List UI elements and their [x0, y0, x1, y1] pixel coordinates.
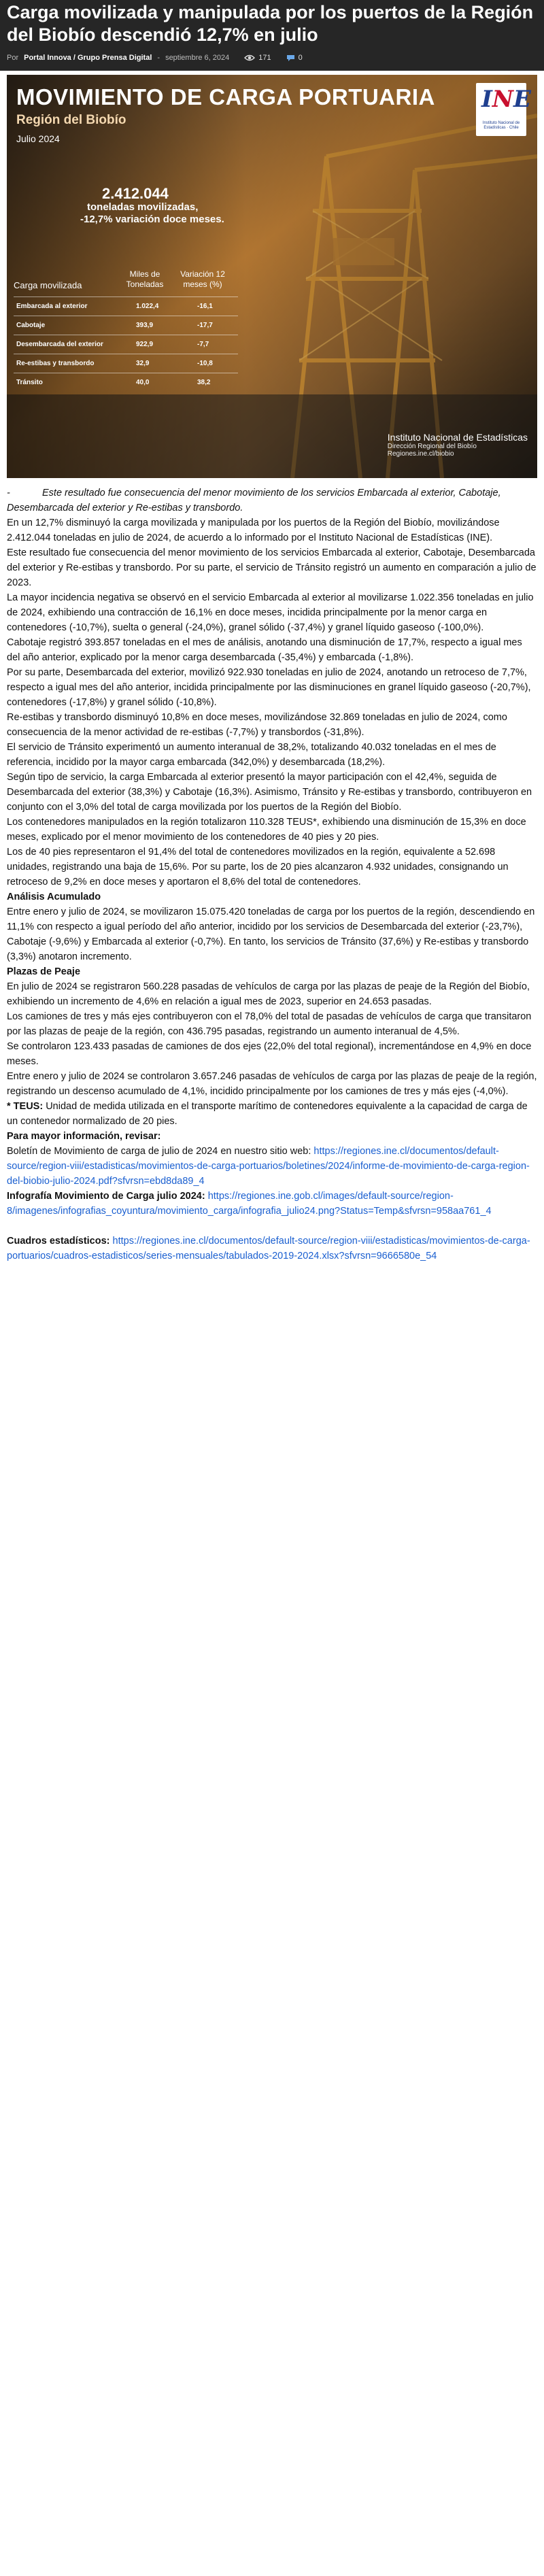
paragraph: La mayor incidencia negativa se observó en el servicio Embarcada al exterior al movilizarse 1.022.356 toneladas en julio de 2024, exhibiendo una contracción de 16,1% en doce meses, incidida principalmente por la menor carga en contenedores (-10,7%), suelta o general (-24,0%), granel sólido (-37,4%) y granel líquido gaseoso (-100,0%). — [7, 592, 534, 633]
table-row — [14, 318, 238, 333]
cuadros-label: Cuadros estadísticos: — [7, 1236, 110, 1247]
eye-icon — [244, 54, 255, 61]
table-header-cargo: Carga movilizada — [14, 280, 82, 290]
spacer — [7, 1219, 537, 1234]
teus-text: Unidad de medida utilizada en el transporte marítimo de contenedores equivalente a la capacidad de carga de un contenedor normalizado de 20 pies. — [7, 1101, 528, 1127]
paragraph: Entre enero y julio de 2024, se movilizaron 15.075.420 toneladas de carga por los puertos de la región, descendiendo en 11,1% con respecto a igual período del año anterior, incidido por los servicios de Desembarcada del exterior (-23,7%), Cabotaje (-9,6%) y Embarcada al exterior (-0,7%). En tanto, los servicios de Tránsito (37,6%) y Re-estibas y transbordo (3,3%) anotaron incremento. — [7, 906, 535, 962]
boletin-link[interactable]: https://regiones.ine.cl/documentos/default-source/region-viii/estadisticas/movimientos-de-carga-portuarios/boletines/2024/informe-de-movimiento-de-carga-region-del-biobio-julio-2024.pdf?sfvrsn=ebd8da89_4 — [7, 1146, 530, 1187]
infografia-link[interactable]: https://regiones.ine.gob.cl/images/default-source/region-8/imagenes/infografias_coyuntura/movimiento_carga/infografia_julio24.png?Status=Temp&sfvrsn=958aa761_4 — [7, 1191, 492, 1217]
paragraph: Cabotaje registró 393.857 toneladas en el mes de análisis, anotando una disminución de 17,7%, respecto a igual mes del año anterior, explicado por la menor carga desembarcada (-35,4%) y embarcada (-1,8%). — [7, 637, 522, 663]
row-value: 40,0 — [136, 379, 150, 386]
row-name: Desembarcada del exterior — [16, 341, 103, 348]
table-row — [14, 356, 238, 371]
infographic-footer — [388, 432, 528, 458]
publish-date: septiembre 6, 2024 — [165, 54, 230, 62]
cuadros-link[interactable]: https://regiones.ine.cl/documentos/default-source/region-viii/estadisticas/movimientos-de-carga-portuarios/cuadros-estadisticos/series-mensuales/tabulados-2019-2024.xlsx?sfvrsn=9666580e_54 — [7, 1236, 530, 1261]
table-header-tonnes: Miles de Toneladas — [126, 269, 164, 289]
footer-url: Regiones.ine.cl/biobio — [387, 450, 454, 458]
footer-institution: Instituto Nacional de Estadísticas — [387, 432, 528, 443]
by-label: Por — [7, 54, 19, 62]
article-body — [0, 478, 544, 1264]
total-caption-2: -12,7% variación doce meses. — [80, 214, 224, 225]
meta-separator: - — [157, 54, 160, 62]
boletin-paragraph — [7, 1144, 537, 1189]
paragraph: El servicio de Tránsito experimentó un aumento interanual de 38,2%, totalizando 40.032 toneladas en el mes de referencia, incidido por la mayor carga embarcada (342,0%) y desembarcada (18,2%). — [7, 742, 496, 768]
teus-footnote — [7, 1099, 537, 1129]
teus-label: * TEUS: — [7, 1101, 44, 1112]
infografia-paragraph — [7, 1189, 537, 1219]
ine-logo-mark: INE — [481, 86, 531, 113]
table-header-variation: Variación 12 meses (%) — [180, 269, 225, 289]
table-row — [14, 375, 238, 390]
paragraph: En julio de 2024 se registraron 560.228 pasadas de vehículos de carga por las plazas de peaje de la Región del Biobío, exhibiendo un incremento de 4,6% en relación a igual mes de 2023, superior en 24.653 pasadas. — [7, 981, 530, 1007]
total-caption-1: toneladas movilizadas, — [87, 201, 199, 213]
views-counter — [244, 54, 271, 62]
row-value: 922,9 — [136, 341, 154, 348]
article-meta — [7, 54, 537, 62]
comment-icon — [286, 54, 295, 62]
comments-link[interactable] — [286, 54, 303, 62]
row-value: 32,9 — [136, 360, 150, 367]
article-header — [0, 0, 544, 71]
infographic-container — [0, 71, 544, 478]
paragraph: Los contenedores manipulados en la región totalizaron 110.328 TEUS*, exhibiendo una disminución de 15,3% en doce meses, explicado por el menor movimiento de los contenedores de 40 pies y 20 pies. — [7, 817, 526, 843]
paragraph: Los de 40 pies representaron el 91,4% del total de contenedores movilizados en la región, equivalente a 52.698 unidades, registrando una baja de 15,6%. Por su parte, los de 20 pies alcanzaron 4.932 unidades, consignando un retroceso de 9,2% en doce meses y aportaron el 8,6% del total de contenedores. — [7, 847, 509, 887]
infographic-title: MOVIMIENTO DE CARGA PORTUARIA — [16, 84, 435, 109]
paragraph: Este resultado fue consecuencia del menor movimiento de los servicios Embarcada al exterior, Cabotaje, Desembarcada del exterior y Re-estibas y transbordo. Por su parte, el servicio de Tránsito registró un aumento en comparación a julio de 2023. — [7, 547, 537, 588]
row-name: Cabotaje — [16, 322, 46, 329]
paragraph: Los camiones de tres y más ejes contribuyeron con el 78,0% del total de pasadas de vehículos de carga que transitaron por las plazas de peaje de la región, con 436.795 pasadas, registrando un aumento interanual de 4,5%. — [7, 1011, 532, 1037]
footer-direction: Dirección Regional del Biobío — [387, 443, 477, 450]
paragraph: En un 12,7% disminuyó la carga movilizada y manipulada por los puertos de la Región del Biobío, movilizándose 2.412.044 toneladas en julio de 2024, de acuerdo a lo informado por el Instituto Nacional de Estadísticas (INE). — [7, 518, 500, 543]
paragraph: Según tipo de servicio, la carga Embarcada al exterior presentó la mayor participación con el 42,4%, seguida de Desembarcada del exterior (38,3%) y Cabotaje (16,3%). Asimismo, Tránsito y Re-estibas y transbordo, contribuyeron en conjunto con el 3,0% del total de carga movilizada por los puertos de la Región del Biobío. — [7, 772, 532, 813]
row-variation: -17,7 — [197, 322, 213, 329]
port-crane-background — [7, 75, 537, 478]
row-name: Re-estibas y transbordo — [16, 360, 95, 367]
infografia-label: Infografía Movimiento de Carga julio 2024 — [7, 1191, 202, 1202]
infographic-image — [7, 75, 537, 478]
table-row — [14, 337, 238, 352]
row-name: Embarcada al exterior — [16, 303, 88, 310]
row-value: 1.022,4 — [136, 303, 159, 310]
table-divider — [14, 296, 238, 297]
ine-logo — [476, 83, 531, 136]
article-title: Carga movilizada y manipulada por los puertos de la Región del Biobío descendió 12,7% en julio — [7, 2, 534, 45]
lead-text: Este resultado fue consecuencia del menor movimiento de los servicios Embarcada al exterior, Cabotaje, Desembarcada del exterior y Re-estibas y transbordo. — [7, 488, 501, 513]
paragraph: Por su parte, Desembarcada del exterior, movilizó 922.930 toneladas en julio de 2024, anotando un retroceso de 7,7%, respecto a igual mes del año anterior, incidida principalmente por las disminuciones en granel líquido gaseoso (-20,7%), contenedores (-17,8%) y granel sólido (-10,8%). — [7, 667, 531, 708]
row-name: Tránsito — [16, 379, 43, 386]
author-link[interactable]: Portal Innova / Grupo Prensa Digital — [24, 54, 152, 62]
paragraph: Re-estibas y transbordo disminuyó 10,8% en doce meses, movilizándose 32.869 toneladas en julio de 2024, como consecuencia de la menor actividad de re-estibas (-7,7%) y transbordos (-31,8%). — [7, 712, 507, 738]
row-variation: 38,2 — [197, 379, 211, 386]
paragraph: Entre enero y julio de 2024 se controlaron 3.657.246 pasadas de vehículos de carga por las plazas de peaje de la región, registrando un descenso acumulado de 4,1%, incidido principalmente por los camiones de tres y más ejes (-4,0%). — [7, 1071, 537, 1097]
row-variation: -7,7 — [197, 341, 209, 348]
paragraph: Se controlaron 123.433 pasadas de camiones de dos ejes (22,0% del total regional), incrementándose en 4,9% en doce meses. — [7, 1041, 532, 1067]
infografia-colon: : — [201, 1191, 208, 1202]
section-heading-accumulated: Análisis Acumulado — [7, 892, 101, 902]
row-value: 393,9 — [136, 322, 154, 329]
infographic-period: Julio 2024 — [16, 133, 60, 144]
comments-count: 0 — [298, 54, 303, 62]
infographic-region: Región del Biobío — [16, 113, 126, 127]
lead-paragraph — [7, 486, 537, 515]
row-variation: -10,8 — [197, 360, 213, 367]
boletin-label: Boletín de Movimiento de carga de julio de 2024 en nuestro sitio web: — [7, 1146, 314, 1157]
total-tonnage: 2.412.044 — [102, 185, 169, 202]
section-heading-more-info: Para mayor información, revisar: — [7, 1131, 161, 1142]
cuadros-paragraph — [7, 1234, 537, 1264]
table-row — [14, 299, 238, 314]
row-variation: -16,1 — [197, 303, 213, 310]
ine-logo-subtitle: Instituto Nacional de Estadísticas · Chile — [482, 121, 520, 130]
section-heading-toll-plazas: Plazas de Peaje — [7, 966, 81, 977]
views-count: 171 — [258, 54, 271, 62]
lead-bullet: - — [7, 488, 10, 498]
